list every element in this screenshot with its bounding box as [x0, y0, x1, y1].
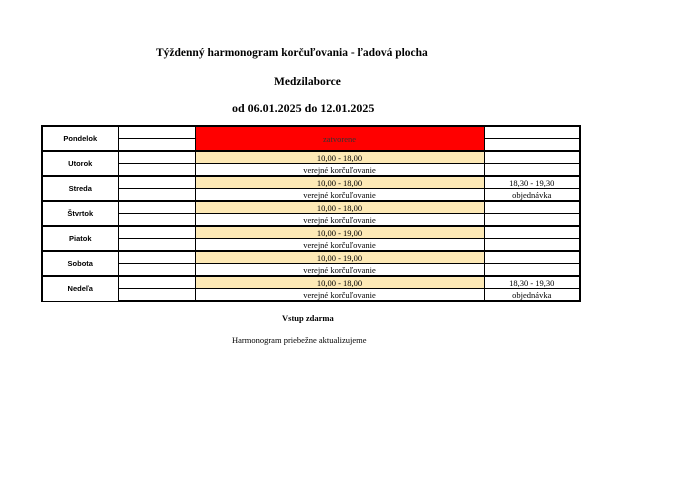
- blank-cell: [118, 276, 195, 289]
- schedule-row: [42, 151, 580, 164]
- blank-cell: [118, 289, 195, 302]
- update-note: Harmonogram priebežne aktualizujeme: [232, 335, 367, 345]
- schedule-row: [42, 264, 580, 277]
- blank-cell: [118, 139, 195, 152]
- activity-cell: verejné korčuľovanie: [195, 164, 484, 177]
- activity-cell: verejné korčuľovanie: [195, 239, 484, 252]
- extra-time-cell: 18,30 - 19,30: [484, 276, 580, 289]
- schedule-row: [42, 201, 580, 214]
- schedule-row: [42, 176, 580, 189]
- day-label: Sobota: [42, 251, 118, 276]
- day-label: Nedeľa: [42, 276, 118, 301]
- extra-note-cell: [484, 239, 580, 252]
- extra-time-cell: [484, 226, 580, 239]
- extra-note-cell: [484, 164, 580, 177]
- schedule-row: [42, 276, 580, 289]
- day-label: Utorok: [42, 151, 118, 176]
- time-slot-cell: 10,00 - 18,00: [195, 201, 484, 214]
- blank-cell: [118, 176, 195, 189]
- extra-time-cell: [484, 251, 580, 264]
- day-label: Piatok: [42, 226, 118, 251]
- time-slot-cell: zatvorene: [195, 126, 484, 151]
- extra-note-cell: [484, 139, 580, 152]
- extra-note-cell: objednávka: [484, 189, 580, 202]
- activity-cell: verejné korčuľovanie: [195, 264, 484, 277]
- schedule-row: [42, 226, 580, 239]
- blank-cell: [118, 214, 195, 227]
- day-label: Štvrtok: [42, 201, 118, 226]
- blank-cell: [118, 201, 195, 214]
- extra-note-cell: [484, 264, 580, 277]
- schedule-row: [42, 164, 580, 177]
- schedule-table: [41, 125, 581, 302]
- extra-time-cell: [484, 126, 580, 139]
- page-title: Týždenný harmonogram korčuľovania - ľadová plocha: [156, 47, 428, 59]
- extra-time-cell: [484, 151, 580, 164]
- blank-cell: [118, 239, 195, 252]
- day-label: Streda: [42, 176, 118, 201]
- extra-time-cell: 18,30 - 19,30: [484, 176, 580, 189]
- activity-cell: verejné korčuľovanie: [195, 289, 484, 302]
- blank-cell: [118, 251, 195, 264]
- time-slot-cell: 10,00 - 18,00: [195, 276, 484, 289]
- activity-cell: verejné korčuľovanie: [195, 189, 484, 202]
- location-title: Medzilaborce: [274, 76, 341, 88]
- time-slot-cell: 10,00 - 18,00: [195, 151, 484, 164]
- extra-note-cell: objednávka: [484, 289, 580, 302]
- schedule-row: [42, 189, 580, 202]
- schedule-row: [42, 289, 580, 302]
- time-slot-cell: 10,00 - 18,00: [195, 176, 484, 189]
- blank-cell: [118, 264, 195, 277]
- period-title: od 06.01.2025 do 12.01.2025: [232, 101, 375, 115]
- free-entry-note: Vstup zdarma: [282, 313, 334, 323]
- activity-cell: verejné korčuľovanie: [195, 214, 484, 227]
- blank-cell: [118, 164, 195, 177]
- schedule-row: [42, 126, 580, 139]
- schedule-row: [42, 239, 580, 252]
- time-slot-cell: 10,00 - 19,00: [195, 226, 484, 239]
- schedule-row: [42, 251, 580, 264]
- blank-cell: [118, 189, 195, 202]
- blank-cell: [118, 151, 195, 164]
- blank-cell: [118, 226, 195, 239]
- day-label: Pondelok: [42, 126, 118, 151]
- time-slot-cell: 10,00 - 19,00: [195, 251, 484, 264]
- schedule-row: [42, 214, 580, 227]
- extra-time-cell: [484, 201, 580, 214]
- extra-note-cell: [484, 214, 580, 227]
- blank-cell: [118, 126, 195, 139]
